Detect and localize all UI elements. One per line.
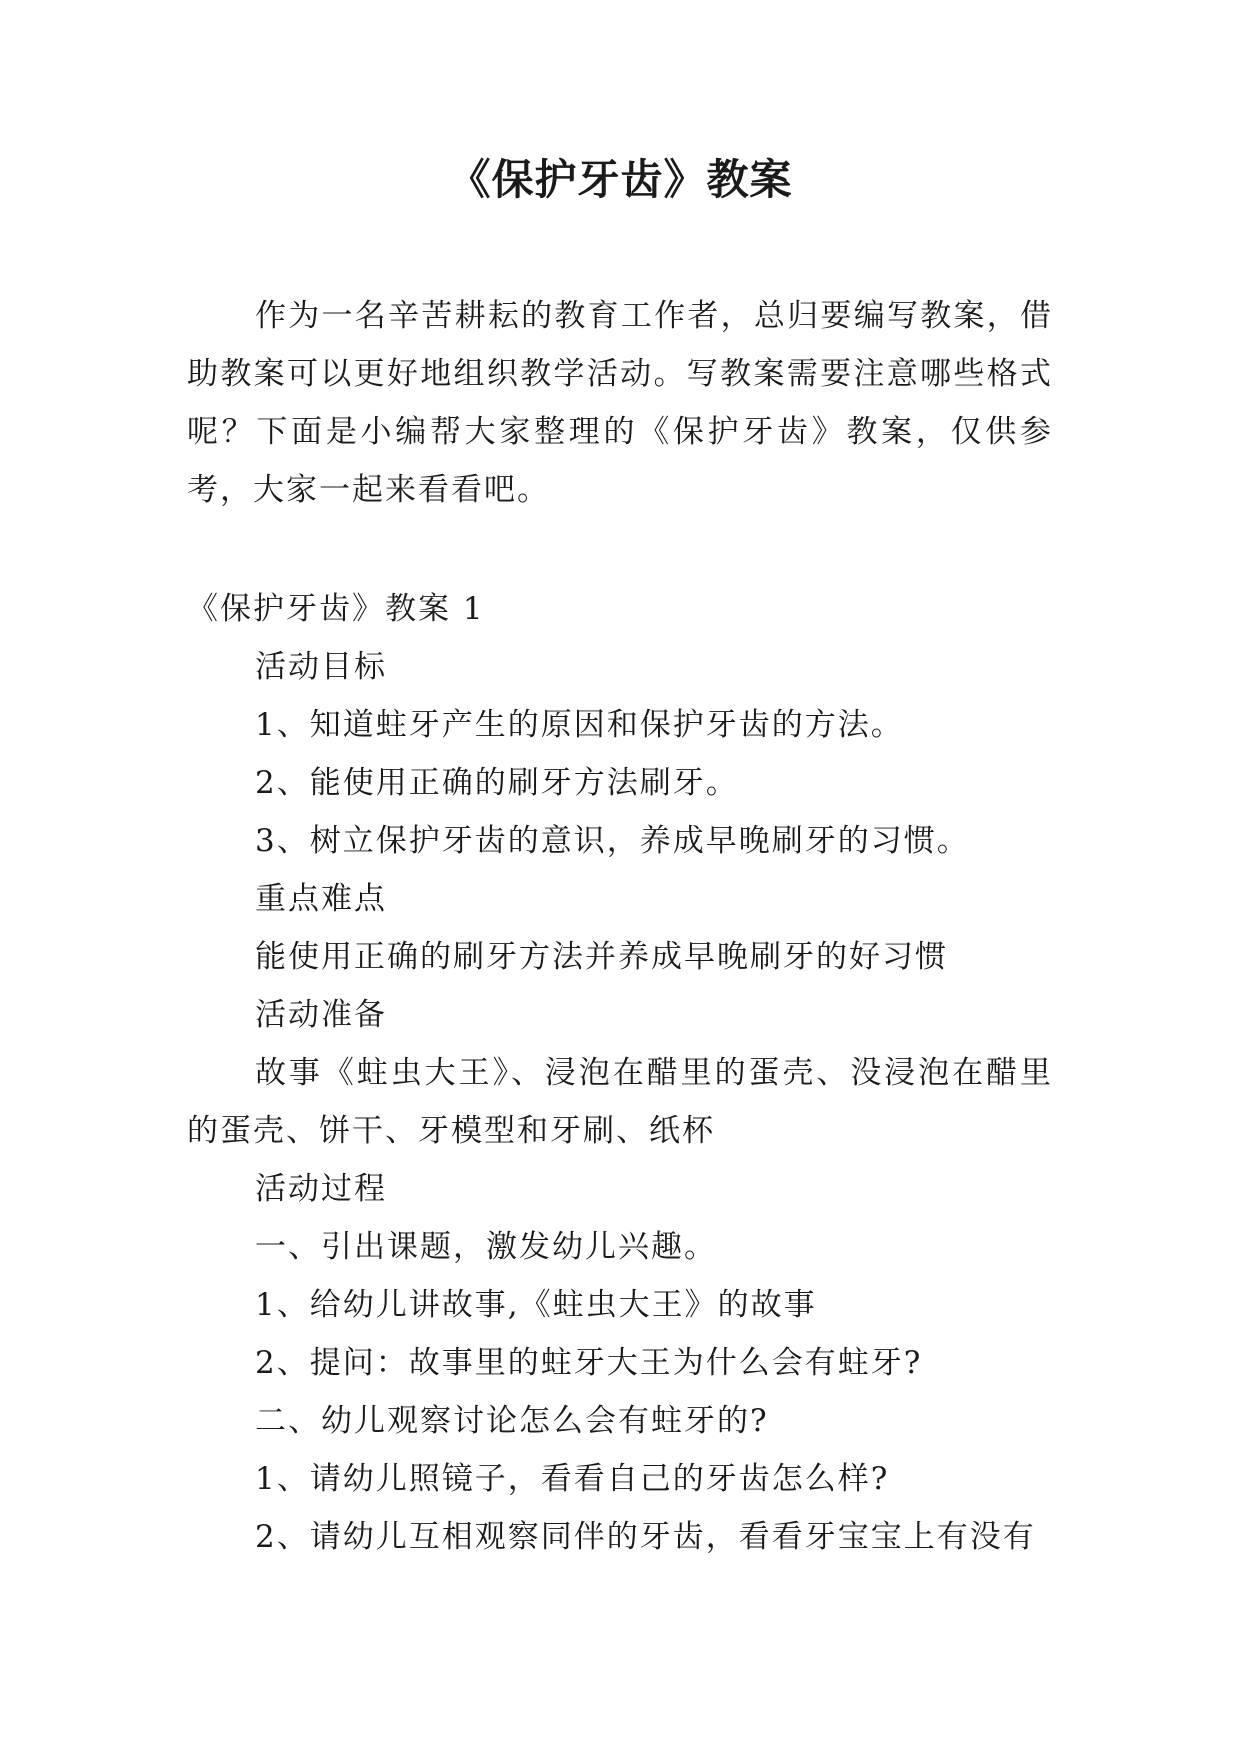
preparation-text: 故事《蛀虫大王》、浸泡在醋里的蛋壳、没浸泡在醋里的蛋壳、饼干、牙模型和牙刷、纸杯 (187, 1055, 1053, 1149)
heading-process: 活动过程 (255, 1171, 387, 1207)
section-title: 《保护牙齿》教案 1 (187, 591, 485, 627)
heading-preparation: 活动准备 (255, 997, 387, 1033)
process-step-1-1: 1、给幼儿讲故事,《蛀虫大王》的故事 (255, 1287, 817, 1323)
goal-item-2: 2、能使用正确的刷牙方法刷牙。 (255, 765, 739, 801)
process-step-2: 二、幼儿观察讨论怎么会有蛀牙的? (255, 1403, 769, 1439)
process-step-1-2: 2、提问：故事里的蛀牙大王为什么会有蛀牙? (255, 1345, 923, 1381)
process-step-2-2: 2、请幼儿互相观察同伴的牙齿，看看牙宝宝上有没有 (255, 1519, 1036, 1555)
lesson-body (187, 580, 1053, 1566)
goal-item-1: 1、知道蛀牙产生的原因和保护牙齿的方法。 (255, 707, 904, 743)
document-title: 《保护牙齿》教案 (448, 155, 793, 204)
key-points-text: 能使用正确的刷牙方法并养成早晚刷牙的好习惯 (255, 939, 948, 975)
process-step-2-1: 1、请幼儿照镜子，看看自己的牙齿怎么样? (255, 1461, 890, 1497)
heading-activity-goals: 活动目标 (255, 649, 387, 685)
heading-key-points: 重点难点 (255, 881, 387, 917)
goal-item-3: 3、树立保护牙齿的意识，养成早晚刷牙的习惯。 (255, 823, 970, 859)
intro-paragraph: 作为一名辛苦耕耘的教育工作者，总归要编写教案，借助教案可以更好地组织教学活动。写教案需要注意哪些格式呢？下面是小编帮大家整理的《保护牙齿》教案，仅供参考，大家一起来看看吧。 (187, 298, 1053, 508)
process-step-1: 一、引出课题，激发幼儿兴趣。 (255, 1229, 717, 1265)
